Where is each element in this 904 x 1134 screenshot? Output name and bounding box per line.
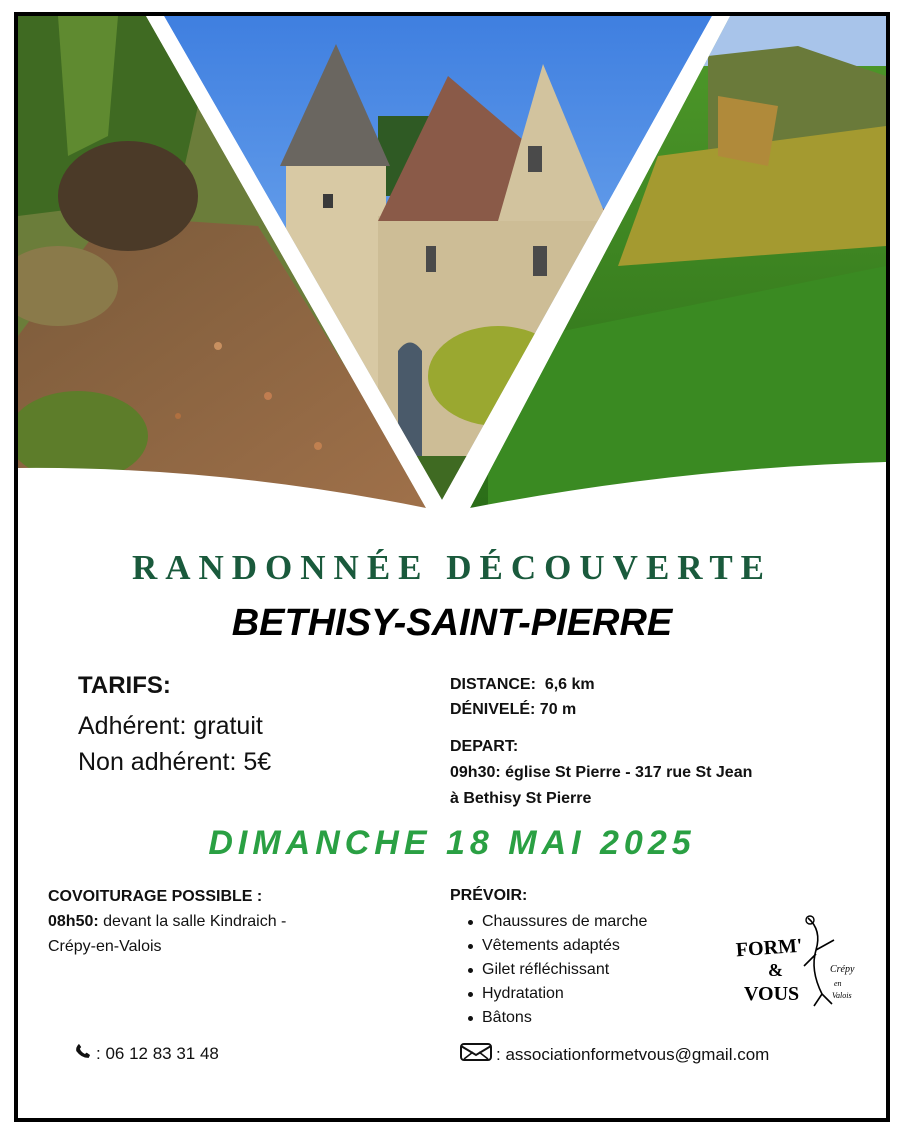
bring-section	[450, 884, 750, 1030]
elevation-row	[450, 697, 880, 722]
svg-text:en: en	[834, 979, 842, 988]
svg-text:Crépy: Crépy	[830, 964, 855, 975]
carpool-section	[48, 884, 428, 959]
phone-contact[interactable]	[74, 1042, 219, 1065]
svg-text:Valois: Valois	[832, 991, 852, 1000]
list-item: Bâtons	[450, 1006, 750, 1030]
tarif-non-members: Non adhérent: 5€	[78, 748, 272, 776]
carpool-time: 08h50:	[48, 913, 99, 930]
list-item: Hydratation	[450, 982, 750, 1006]
email-contact[interactable]	[460, 1042, 769, 1067]
form-et-vous-logo	[730, 910, 860, 1014]
distance-row	[450, 672, 880, 697]
depart-block	[450, 734, 880, 812]
depart-line1: 09h30: église St Pierre - 317 rue St Jean	[450, 764, 753, 781]
list-item: Chaussures de marche	[450, 910, 750, 934]
photo-collage	[18, 16, 886, 536]
carpool-line1	[48, 909, 428, 934]
elevation-label: DÉNIVELÉ:	[450, 701, 536, 718]
poster	[14, 12, 890, 1122]
tarifs-heading: TARIFS:	[78, 672, 171, 699]
svg-text:&: &	[768, 960, 783, 980]
distance-value: 6,6 km	[544, 676, 595, 693]
depart-line2: à Bethisy St Pierre	[450, 790, 592, 807]
tarif-members: Adhérent: gratuit	[78, 712, 263, 740]
carpool-place-line2: Crépy-en-Valois	[48, 938, 162, 955]
bring-heading: PRÉVOIR:	[450, 887, 528, 904]
list-item: Gilet réfléchissant	[450, 958, 750, 982]
envelope-icon	[460, 1042, 492, 1067]
svg-text:FORM': FORM'	[735, 934, 804, 962]
list-item: Vêtements adaptés	[450, 934, 750, 958]
depart-label: DEPART:	[450, 738, 519, 755]
carpool-heading: COVOITURAGE POSSIBLE :	[48, 888, 263, 905]
event-date: DIMANCHE 18 MAI 2025	[208, 824, 696, 862]
bring-list	[450, 910, 750, 1030]
title-location: BETHISY-SAINT-PIERRE	[231, 602, 673, 644]
distance-label: DISTANCE:	[450, 676, 536, 693]
phone-number: : 06 12 83 31 48	[96, 1043, 219, 1063]
elevation-value: 70 m	[539, 701, 577, 718]
email-address: : associationformetvous@gmail.com	[496, 1044, 770, 1064]
details-section	[450, 672, 880, 812]
carpool-place-line1: devant la salle Kindraich -	[98, 913, 287, 930]
phone-icon	[74, 1042, 92, 1065]
title-randonnee: RANDONNÉE DÉCOUVERTE	[131, 548, 773, 587]
svg-text:VOUS: VOUS	[744, 983, 800, 1005]
tarifs-section	[78, 672, 438, 780]
